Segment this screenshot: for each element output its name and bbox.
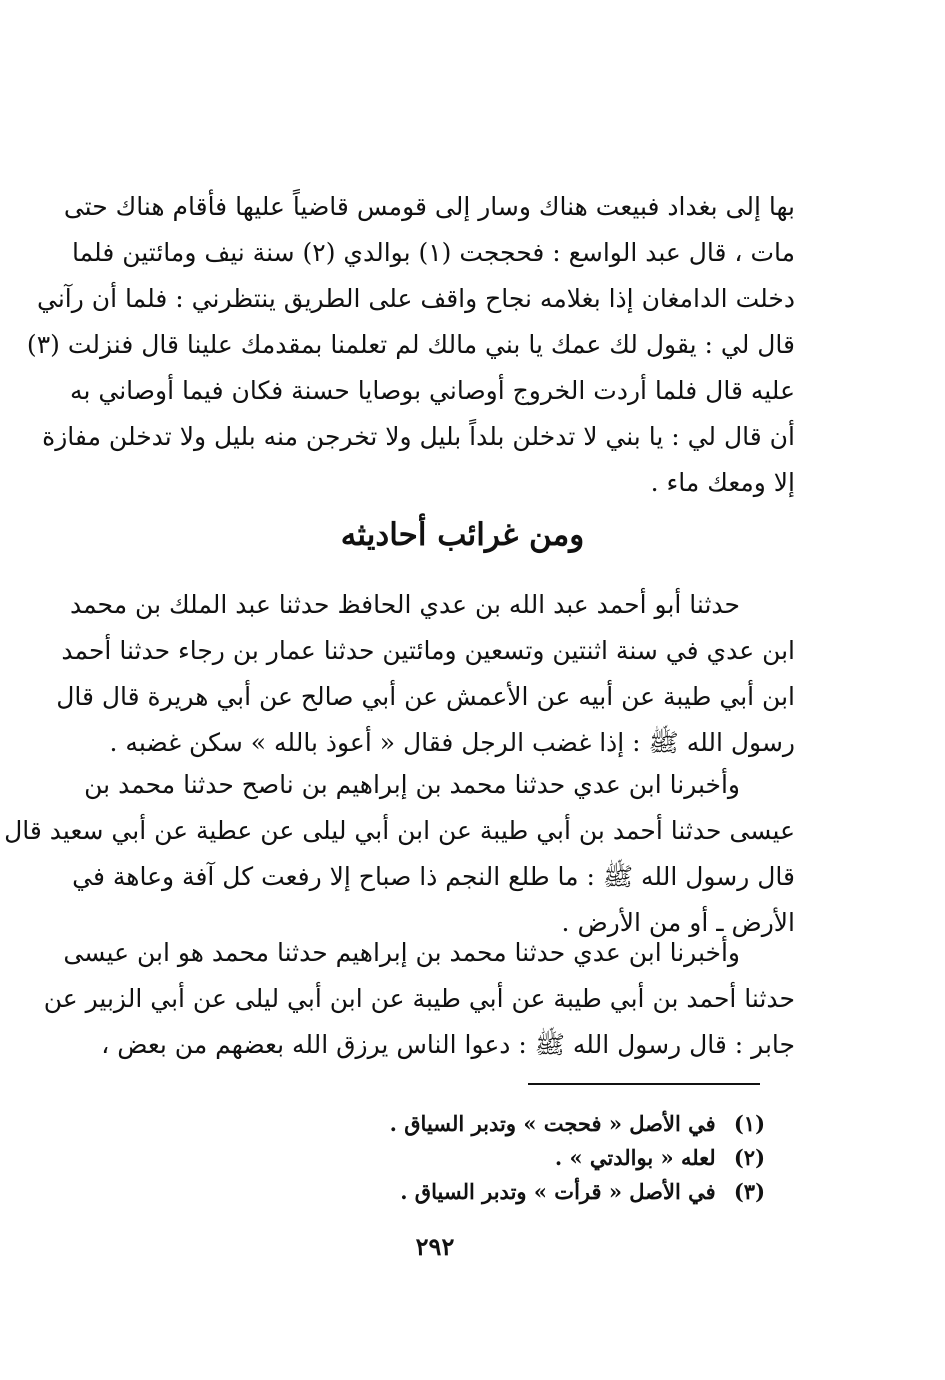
footnote-number: (٢) [733, 1145, 765, 1170]
footnotes [345, 1107, 765, 1209]
text-line: أن قال لي : يا بني لا تدخلن بلداً بليل ولا تخرجن منه بليل ولا تدخلن مفازة [42, 422, 795, 451]
page-number: ٢٩٢ [415, 1232, 455, 1261]
text-line: ابن أبي طيبة عن أبيه عن الأعمش عن أبي صالح عن أبي هريرة قال قال [56, 682, 795, 711]
footnote-text: في الأصل « قرأت » وتدبر السياق . [400, 1179, 716, 1204]
text-line: وأخبرنا ابن عدي حدثنا محمد بن إبراهيم بن ناصح حدثنا محمد بن [84, 770, 740, 799]
footnote-text: لعله « بوالدتي » . [554, 1145, 716, 1170]
text-line: دخلت الدامغان إذا بغلامه نجاح واقف على الطريق ينتظرني : فلما أن رآني [37, 284, 795, 313]
section-heading: ومن غرائب أحاديثه [340, 517, 585, 553]
hadith-paragraph-2 [4, 762, 795, 946]
text-line: حدثنا أبو أحمد عبد الله بن عدي الحافظ حدثنا عبد الملك بن محمد [69, 590, 740, 619]
text-line: عليه قال فلما أردت الخروج أوصاني بوصايا حسنة فكان فيما أوصاني به [70, 376, 795, 405]
footnote-item [345, 1107, 765, 1141]
footnote-item [345, 1141, 765, 1175]
text-line: حدثنا أحمد بن أبي طيبة عن أبي طيبة عن ابن أبي ليلى عن أبي الزبير عن [43, 984, 795, 1013]
footnote-number: (١) [733, 1111, 765, 1136]
text-line: الأرض ـ أو من الأرض . [561, 908, 795, 937]
footnote-item [345, 1175, 765, 1209]
text-line: وأخبرنا ابن عدي حدثنا محمد بن إبراهيم حدثنا محمد هو ابن عيسى [63, 938, 740, 967]
text-line: إلا ومعك ماء . [650, 468, 795, 497]
footnote-number: (٣) [733, 1179, 765, 1204]
text-line: جابر : قال رسول الله ﷺ : دعوا الناس يرزق الله بعضهم من بعض ، [101, 1030, 795, 1059]
text-line: بها إلى بغداد فبيعت هناك وسار إلى قومس قاضياً عليها فأقام هناك حتى [63, 192, 795, 221]
text-line: قال لي : يقول لك عمك يا بني مالك لم تعلمنا بمقدمك علينا قال فنزلت (٣) [26, 330, 795, 359]
text-line: قال رسول الله ﷺ : ما طلع النجم ذا صباح إلا رفعت كل آفة وعاهة في [72, 862, 795, 891]
text-line: عيسى حدثنا أحمد بن أبي طيبة عن ابن أبي ليلى عن عطية عن أبي سعيد قال [4, 816, 795, 845]
text-line: مات ، قال عبد الواسع : فحججت (١) بوالدي (٢) سنة نيف ومائتين فلما [71, 238, 795, 267]
footnote-divider [528, 1083, 760, 1085]
intro-paragraph [26, 184, 795, 506]
hadith-paragraph-3 [43, 930, 795, 1068]
hadith-paragraph-1 [56, 582, 795, 766]
footnote-text: في الأصل « فحجت » وتدبر السياق . [389, 1111, 716, 1136]
text-line: ابن عدي في سنة اثنتين وتسعين ومائتين حدثنا عمار بن رجاء حدثنا أحمد [61, 636, 795, 665]
text-line: رسول الله ﷺ : إذا غضب الرجل فقال « أعوذ بالله » سكن غضبه . [109, 728, 795, 757]
